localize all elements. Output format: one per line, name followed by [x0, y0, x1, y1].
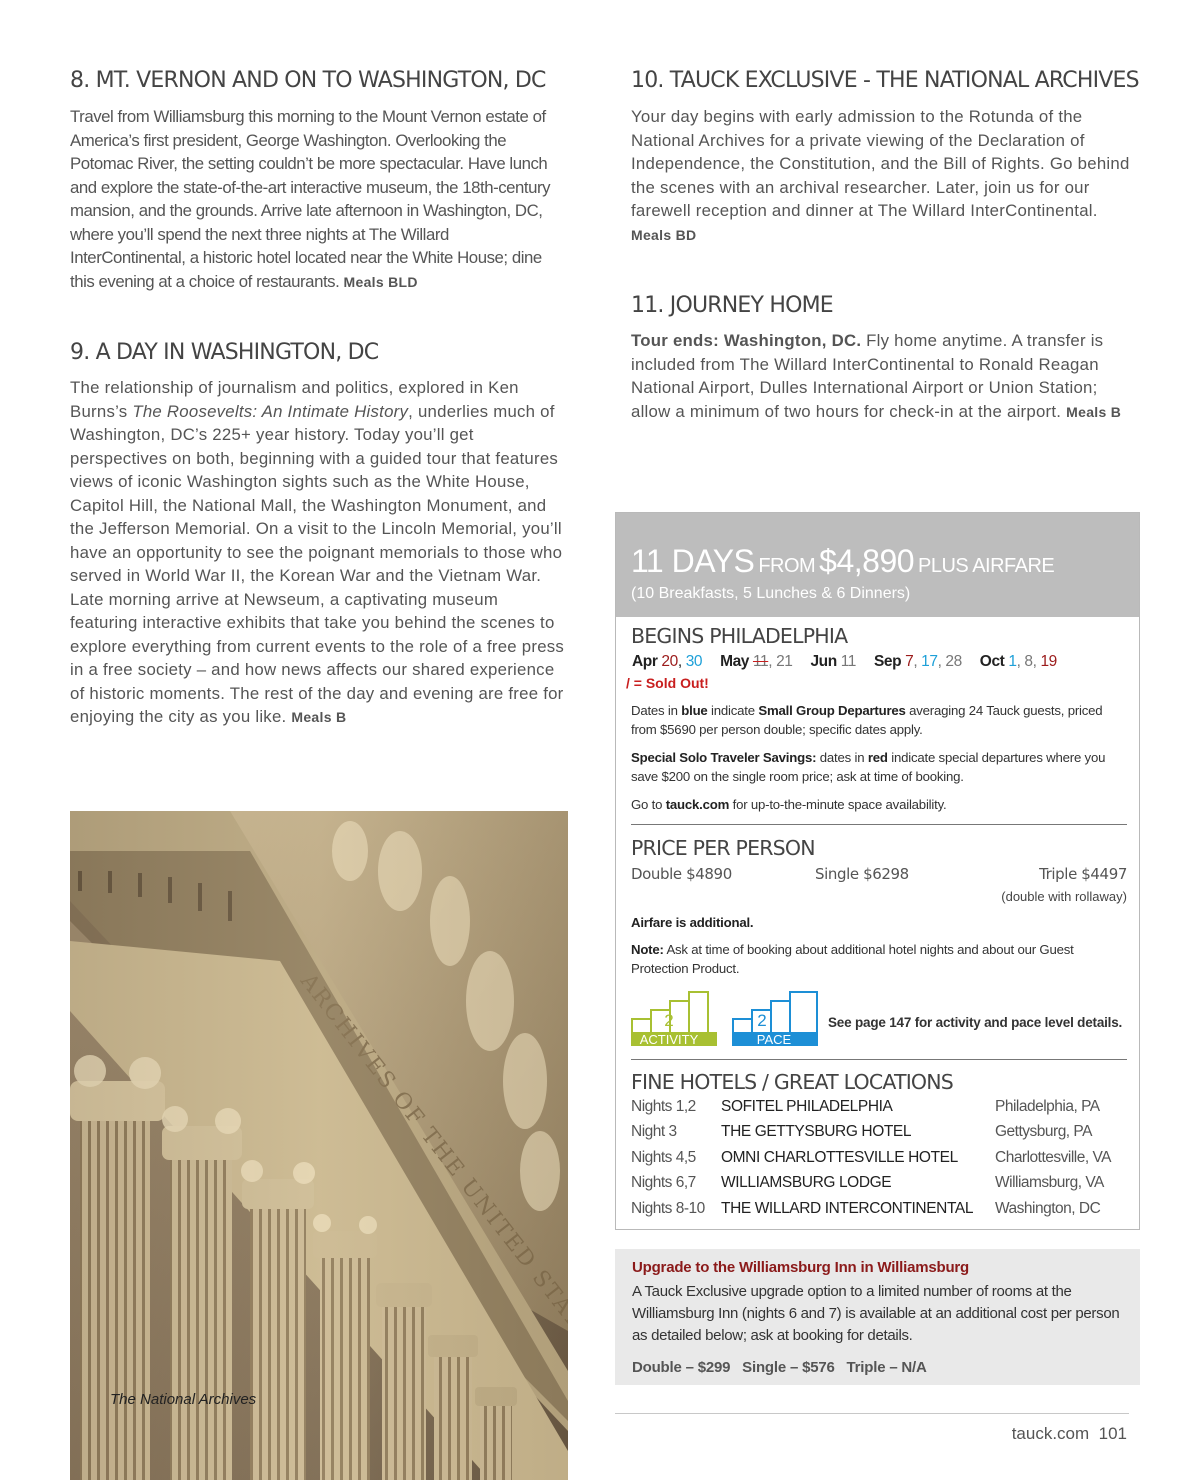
date-jun-11: 11: [840, 653, 857, 670]
day9-text-1: The relationship of journalism and politics, explored in Ken Burns’s: [70, 378, 519, 421]
dates-jun: [810, 653, 856, 670]
dates-oct: [980, 653, 1057, 670]
hotels-label: FINE HOTELS / GREAT LOCATIONS: [631, 1070, 954, 1094]
hotel-name: SOFITEL PHILADELPHIA: [721, 1098, 893, 1115]
divider: [631, 824, 1127, 825]
hotel-location: Williamsburg, VA: [995, 1174, 1104, 1192]
day9-body: [70, 376, 568, 730]
month-may: May: [720, 653, 750, 670]
pace-level-icon: [732, 988, 822, 1046]
headline-plus: PLUS AIRFARE: [918, 555, 1055, 577]
day11-text: Fly home anytime. A transfer is included from The Willard InterContinental to Ronald Reagan National Airport, Dulles International Airport or Union Station; allow a minimum of two hours for check-in at the airport.: [631, 331, 1104, 421]
booking-note: [631, 940, 1131, 978]
price-single: Single $6298: [815, 865, 909, 883]
hotel-location: Washington, DC: [995, 1199, 1101, 1217]
upgrade-title: Upgrade to the Williamsburg Inn in Williamsburg: [632, 1259, 970, 1276]
hotel-name: THE GETTYSBURG HOTEL: [721, 1123, 912, 1141]
note-text: averaging 24 Tauck guests, priced from $5690 per person double; specific dates apply.: [631, 703, 1103, 737]
pace-level: 2: [757, 1011, 767, 1030]
availability-note: [631, 795, 1131, 814]
sold-out-legend: / = Sold Out!: [626, 675, 709, 691]
activity-level-icon: [631, 988, 721, 1046]
day8-body: [70, 105, 562, 294]
note-text: for up-to-the-minute space availability.: [729, 797, 947, 812]
day9-title: 9. A DAY IN WASHINGTON, DC: [70, 340, 379, 365]
month-sep: Sep: [873, 653, 902, 670]
pace-label: PACE: [756, 1032, 792, 1046]
note-text: Ask at time of booking about additional hotel nights and about our Guest Protection Product.: [631, 942, 1074, 976]
headline-from: FROM: [758, 555, 816, 577]
divider: [631, 1059, 1127, 1060]
airfare-note: Airfare is additional.: [631, 915, 754, 930]
day9-text-2: , underlies much of Washington, DC’s 225+ year history. Today you’ll get perspectives on both, beginning with a guided tour that features views of iconic Washington sights such as the White House, Capitol Hill, the National Mall, the Washington Monument, and the Jefferson Memorial. On a visit to the Lincoln Memorial, you’ll have an opportunity to see the poignant memorials to those who served in World War II, the Korean War and the Vietnam War. Late morning arrive at Newseum, a captivating museum featuring interactive exhibits that take you behind the scenes to explore everything from current events to the role of a free press in a free society – and how news affects our shared experience of historic moments. The rest of the day and evening are free for enjoying the city as you like.: [70, 401, 565, 726]
hotel-location: Gettysburg, PA: [995, 1123, 1092, 1141]
date-oct-19: 19: [1040, 653, 1057, 670]
day11-lead: Tour ends: Washington, DC.: [631, 331, 862, 350]
note-text: indicate special departures where you save $200 on the single room price; ask at time of booking.: [631, 750, 1106, 784]
hotel-row: [631, 1174, 1136, 1199]
blue-word: blue: [681, 703, 708, 718]
hotel-name: WILLIAMSBURG LODGE: [721, 1174, 892, 1192]
small-group-note: [631, 701, 1131, 739]
national-archives-photo: [70, 811, 568, 1480]
level-note: See page 147 for activity and pace level details.: [828, 1015, 1123, 1030]
day9-film-title: The Roosevelts: An Intimate History: [132, 401, 409, 421]
meals-summary: (10 Breakfasts, 5 Lunches & 6 Dinners): [631, 585, 911, 602]
day11-title: 11. JOURNEY HOME: [631, 293, 833, 318]
hotel-name: THE WILLARD INTERCONTINENTAL: [721, 1199, 974, 1217]
note-label: Note:: [631, 942, 664, 957]
hotel-row: [631, 1123, 1136, 1148]
date-sep-17: 17: [921, 653, 938, 670]
date-sep-7: 7: [905, 653, 914, 670]
date-oct-1: 1: [1008, 653, 1017, 670]
page-number: 101: [1098, 1424, 1127, 1443]
day11-meals: Meals B: [1066, 403, 1122, 420]
price-double: Double $4890: [631, 865, 732, 883]
page-footer: [1012, 1424, 1127, 1444]
solo-traveler-note: [631, 748, 1131, 786]
date-may-11-soldout: 11: [752, 653, 769, 670]
note-text: indicate: [707, 703, 759, 718]
national-archives-illustration: [70, 811, 568, 1480]
hotel-location: Philadelphia, PA: [995, 1098, 1100, 1115]
month-oct: Oct: [979, 653, 1005, 670]
rollaway-note: (double with rollaway): [1001, 889, 1127, 904]
hotel-row: [631, 1098, 1136, 1123]
hotel-nights: Nights 1,2: [631, 1098, 696, 1115]
hotel-row: [631, 1149, 1136, 1174]
headline-days: 11 DAYS: [631, 543, 755, 579]
upgrade-body: A Tauck Exclusive upgrade option to a limited number of rooms at the Williamsburg Inn (nights 6 and 7) is available at an additional cost per person as detailed below; ask at booking for details.: [632, 1283, 1120, 1344]
day8-title: 8. MT. VERNON AND ON TO WASHINGTON, DC: [70, 68, 546, 93]
activity-level: 2: [664, 1011, 674, 1030]
dates-sep: [874, 653, 962, 670]
photo-caption: The National Archives: [110, 1391, 257, 1408]
day10-text: Your day begins with early admission to the Rotunda of the National Archives for a private viewing of the Declaration of Independence, the Constitution, and the Bill of Rights. Go behind the scenes with an archival researcher. Later, join us for our farewell reception and dinner at The Willard InterContinental.: [631, 107, 1130, 220]
sep: ,: [677, 653, 686, 670]
price-box: [615, 512, 1140, 1230]
price-triple: Triple $4497: [1039, 865, 1127, 883]
footer-divider: [615, 1413, 1129, 1414]
red-word: red: [867, 750, 888, 765]
hotel-location: Charlottesville, VA: [995, 1148, 1111, 1166]
departure-dates: [632, 653, 1057, 671]
price-headline: [631, 543, 1054, 580]
date-apr-20: 20: [661, 653, 678, 670]
note-text: Dates in: [631, 703, 682, 718]
solo-label: Special Solo Traveler Savings:: [631, 750, 817, 765]
day10-meals: Meals BD: [631, 226, 697, 243]
month-jun: Jun: [810, 653, 837, 670]
day10-body: [631, 105, 1136, 247]
hotel-nights: Nights 4,5: [631, 1148, 696, 1166]
hotel-nights: Nights 8-10: [631, 1199, 705, 1217]
headline-price: $4,890: [819, 543, 915, 579]
upgrade-rates: Double – $299 Single – $576 Triple – N/A: [632, 1359, 927, 1376]
footer-site[interactable]: tauck.com: [1011, 1424, 1090, 1443]
hotel-nights: Nights 6,7: [631, 1174, 696, 1192]
note-text: dates in: [816, 750, 868, 765]
sep: , 21: [768, 653, 793, 670]
month-apr: Apr: [632, 653, 658, 670]
sep: , 8,: [1016, 653, 1041, 670]
hotel-row: [631, 1200, 1136, 1225]
day9-meals: Meals B: [291, 709, 347, 725]
price-per-person-label: PRICE PER PERSON: [631, 836, 815, 860]
day10-title: 10. TAUCK EXCLUSIVE - THE NATIONAL ARCHIVES: [631, 68, 1139, 93]
upgrade-box: [615, 1249, 1140, 1385]
day8-text: Travel from Williamsburg this morning to the Mount Vernon estate of America’s first president, George Washington. Overlooking the Potomac River, the setting couldn’t be more spectacular. Have lunch and explore the state-of-the-art interactive museum, the 18th-century mansion, and the grounds. Arrive late afternoon in Washington, DC, where you’ll spend the next three nights at The Willard InterContinental, a historic hotel located near the White House; dine this evening at a choice of restaurants.: [70, 107, 551, 291]
date-apr-30: 30: [685, 653, 703, 670]
begins-label: BEGINS PHILADELPHIA: [631, 624, 848, 648]
hotel-list: [631, 1098, 1136, 1225]
note-text: Go to: [631, 797, 666, 812]
tauck-link[interactable]: tauck.com: [665, 797, 730, 812]
dates-may: [720, 653, 792, 670]
hotel-name: OMNI CHARLOTTESVILLE HOTEL: [721, 1148, 958, 1166]
sep: ,: [913, 653, 922, 670]
day11-body: [631, 329, 1136, 424]
dates-apr: [632, 653, 702, 670]
price-header: [616, 513, 1139, 617]
day8-meals: Meals BLD: [343, 273, 418, 290]
hotel-nights: Night 3: [631, 1123, 677, 1141]
activity-label: ACTIVITY: [639, 1032, 699, 1046]
small-group-label: Small Group Departures: [758, 703, 906, 718]
sep: , 28: [937, 653, 962, 670]
